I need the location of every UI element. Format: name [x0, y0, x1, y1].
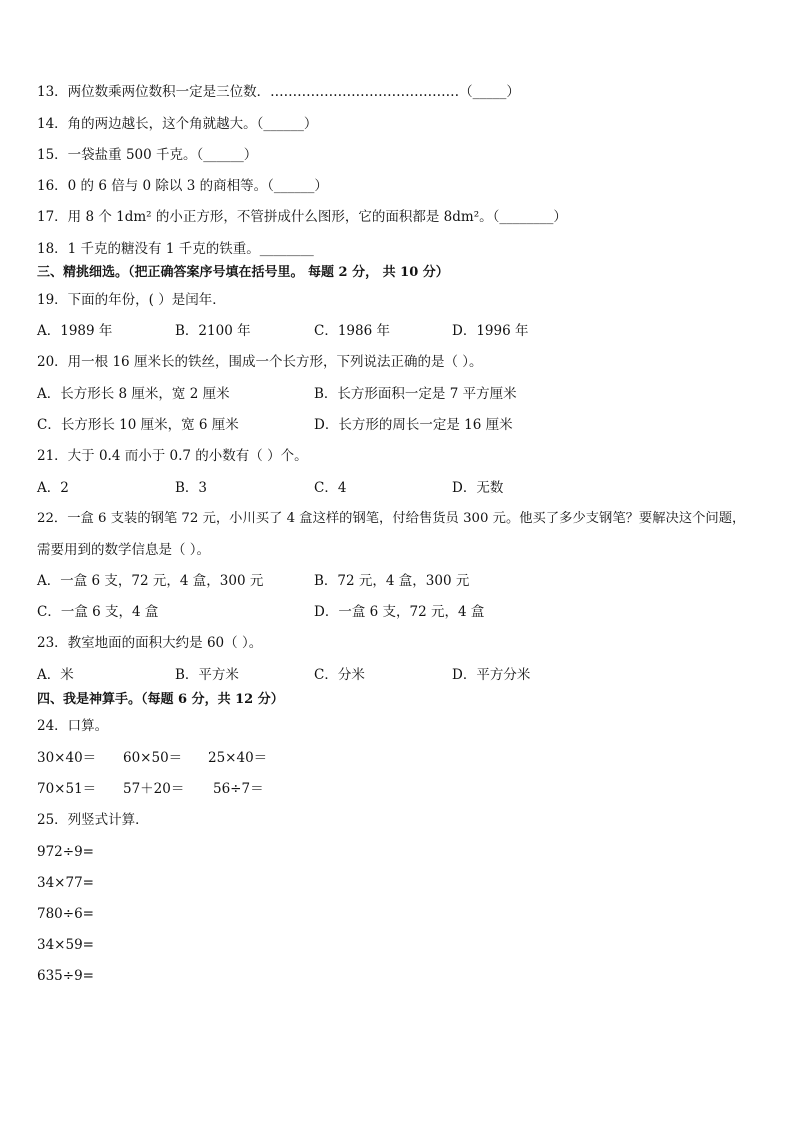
section-3-title: 三、精挑细选。（把正确答案序号填在括号里。 每题 2 分， 共 10 分） [37, 265, 449, 280]
q25-item-5: 635÷9= [37, 968, 94, 984]
q20-option-a: A．长方形长 8 厘米，宽 2 厘米 [37, 386, 230, 402]
question-24-label: 24．口算。 [37, 718, 109, 734]
judgement-13: 13．两位数乘两位数积一定是三位数．……………………………………（_____） [37, 84, 520, 100]
question-23: 23．教室地面的面积大约是 60（ ）。 [37, 635, 263, 651]
q20-option-b: B．长方形面积一定是 7 平方厘米 [314, 386, 517, 402]
q19-option-b: B．2100 年 [175, 323, 251, 339]
q25-item-2: 34×77= [37, 875, 94, 891]
q22-option-c: C．一盒 6 支，4 盒 [37, 604, 159, 620]
q23-option-b: B．平方米 [175, 667, 239, 683]
judgement-16: 16．0 的 6 倍与 0 除以 3 的商相等。（______） [37, 178, 328, 194]
question-19: 19．下面的年份，( ）是闰年． [37, 292, 226, 308]
q22-option-a: A．一盒 6 支，72 元，4 盒，300 元 [37, 573, 264, 589]
question-22: 22．一盒 6 支装的钢笔 72 元，小川买了 4 盒这样的钢笔，付给售货员 300 元。他买了多少支钢笔？要解决这个问题， [37, 511, 746, 526]
question-21: 21．大于 0.4 而小于 0.7 的小数有（ ）个。 [37, 448, 308, 464]
judgement-14: 14．角的两边越长，这个角就越大。（______） [37, 116, 318, 132]
q19-option-c: C．1986 年 [314, 323, 390, 339]
q24-row1-item1: 30×40＝ [37, 750, 97, 766]
question-20: 20．用一根 16 厘米长的铁丝，围成一个长方形，下列说法正确的是（ ）。 [37, 354, 483, 370]
q23-option-c: C．分米 [314, 667, 365, 683]
q19-option-a: A．1989 年 [37, 323, 113, 339]
q24-row1-item2: 60×50＝ [123, 750, 183, 766]
q24-row1-item3: 25×40＝ [208, 750, 268, 766]
section-4-title: 四、我是神算手。（每题 6 分，共 12 分） [37, 692, 284, 707]
q21-option-a: A．2 [37, 480, 69, 496]
q22-option-d: D．一盒 6 支，72 元，4 盒 [314, 604, 485, 620]
q23-option-d: D．平方分米 [452, 667, 531, 683]
q24-row2-item2: 57＋20＝ [123, 781, 185, 797]
q20-option-c: C．长方形长 10 厘米，宽 6 厘米 [37, 417, 239, 433]
q24-row2-item3: 56÷7＝ [213, 781, 264, 797]
q25-item-4: 34×59= [37, 937, 94, 953]
question-25-label: 25．列竖式计算． [37, 812, 149, 828]
question-22-cont: 需要用到的数学信息是（ ）。 [37, 542, 211, 558]
q21-option-c: C．4 [314, 480, 347, 496]
q23-option-a: A．米 [37, 667, 74, 683]
q21-option-d: D．无数 [452, 480, 504, 496]
judgement-15: 15．一袋盐重 500 千克。（______） [37, 147, 258, 163]
q25-item-3: 780÷6= [37, 906, 94, 922]
q25-item-1: 972÷9= [37, 844, 94, 860]
q21-option-b: B．3 [175, 480, 208, 496]
judgement-17: 17．用 8 个 1dm² 的小正方形，不管拼成什么图形，它的面积都是 8dm²。（________） [37, 209, 567, 225]
judgement-18: 18．1 千克的糖没有 1 千克的铁重。________ [37, 241, 314, 257]
q24-row2-item1: 70×51＝ [37, 781, 97, 797]
q19-option-d: D．1996 年 [452, 323, 529, 339]
q20-option-d: D．长方形的周长一定是 16 厘米 [314, 417, 513, 433]
q22-option-b: B．72 元，4 盒，300 元 [314, 573, 470, 589]
